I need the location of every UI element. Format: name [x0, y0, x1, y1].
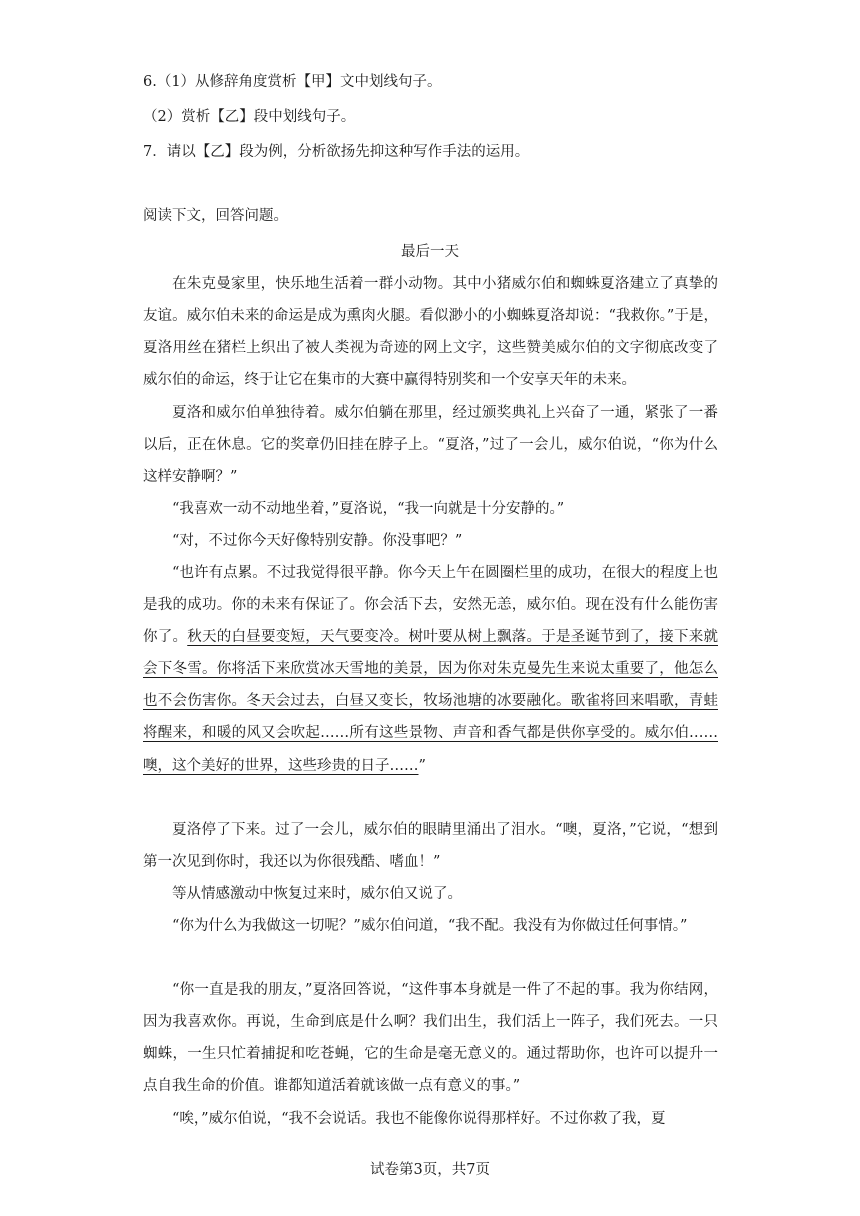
- article-paragraph-10: “唉，”威尔伯说，“我不会说话。我也不能像你说得那样好。不过你救了我，夏: [172, 1111, 666, 1127]
- article-paragraph-3: “我喜欢一动不动地坐着，”夏洛说，“我一向就是十分安静的。”: [172, 501, 565, 517]
- article-paragraph-1: 在朱克曼家里，快乐地生活着一群小动物。其中小猪威尔伯和蜘蛛夏洛建立了真挚的友谊。威尔伯未来的命运是成为熏肉火腿。看似渺小的小蜘蛛夏洛却说：“我救你。”于是，夏洛用丝在猪栏上织出了被人类视为奇迹的网上文字，这些赞美威尔伯的文字彻底改变了威尔伯的命运，终于让它在集市的大赛中赢得特别奖和一个安享天年的未来。: [143, 276, 718, 389]
- page-number-footer: 试卷第3页，共7页: [370, 1162, 490, 1178]
- reading-instruction: 阅读下文，回答问题。: [143, 208, 288, 224]
- article-paragraph-9: “你一直是我的朋友，”夏洛回答说，“这件事本身就是一件了不起的事。我为你结网，因为我喜欢你。再说，生命到底是什么啊？我们出生，我们活上一阵子，我们死去。一只蜘蛛，一生只忙着捕捉和吃苍蝇，它的生命是毫无意义的。通过帮助你，也许可以提升一点自我生命的价值。谁都知道活着就该做一点有意义的事。”: [143, 982, 718, 1095]
- question-6-part-1: 6.（1）从修辞角度赏析【甲】文中划线句子。: [143, 74, 442, 90]
- paragraph-5-lead-text: “也许有点累。不过我觉得很平静。你今天上午在圆圈栏里的成功，在很大的程度上也是我的成功。你的未来有保证了。你会活下去，安然无恙，威尔伯。现在没有什么能伤害你了。: [143, 565, 718, 646]
- article-paragraph-8: “你为什么为我做这一切呢？”威尔伯问道，“我不配。我没有为你做过任何事情。”: [172, 918, 688, 934]
- article-paragraph-4: “对，不过你今天好像特别安静。你没事吧？”: [172, 533, 463, 549]
- question-7: 7．请以【乙】段为例，分析欲扬先抑这种写作手法的运用。: [143, 144, 530, 160]
- article-paragraph-5: [143, 557, 718, 782]
- article-paragraph-2: 夏洛和威尔伯单独待着。威尔伯躺在那里，经过颁奖典礼上兴奋了一通，紧张了一番以后，正在休息。它的奖章仍旧挂在脖子上。“夏洛，”过了一会儿，威尔伯说，“你为什么这样安静啊？”: [143, 405, 718, 486]
- article-paragraph-7: 等从情感激动中恢复过来时，威尔伯又说了。: [172, 886, 462, 902]
- article-paragraph-6: 夏洛停了下来。过了一会儿，威尔伯的眼睛里涌出了泪水。“噢，夏洛，”它说，“想到第一次见到你时，我还以为你很残酷、嗜血！”: [143, 822, 718, 871]
- underlined-sentence: 秋天的白昼要变短，天气要变冷。树叶要从树上飘落。于是圣诞节到了，接下来就会下冬雪。你将活下来欣赏冰天雪地的美景，因为你对朱克曼先生来说太重要了，他怎么也不会伤害你。冬天会过去，白昼又变长，牧场池塘的冰要融化。歌雀将回来唱歌，青蛙将醒来，和暖的风又会吹起……所有这些景物、声音和香气都是供你享受的。威尔伯……噢，这个美好的世界，这些珍贵的日子……: [143, 629, 718, 774]
- paragraph-5-closing-quote: ”: [418, 757, 426, 774]
- article-title: 最后一天: [401, 244, 459, 260]
- question-6-part-2: （2）赏析【乙】段中划线句子。: [143, 109, 356, 125]
